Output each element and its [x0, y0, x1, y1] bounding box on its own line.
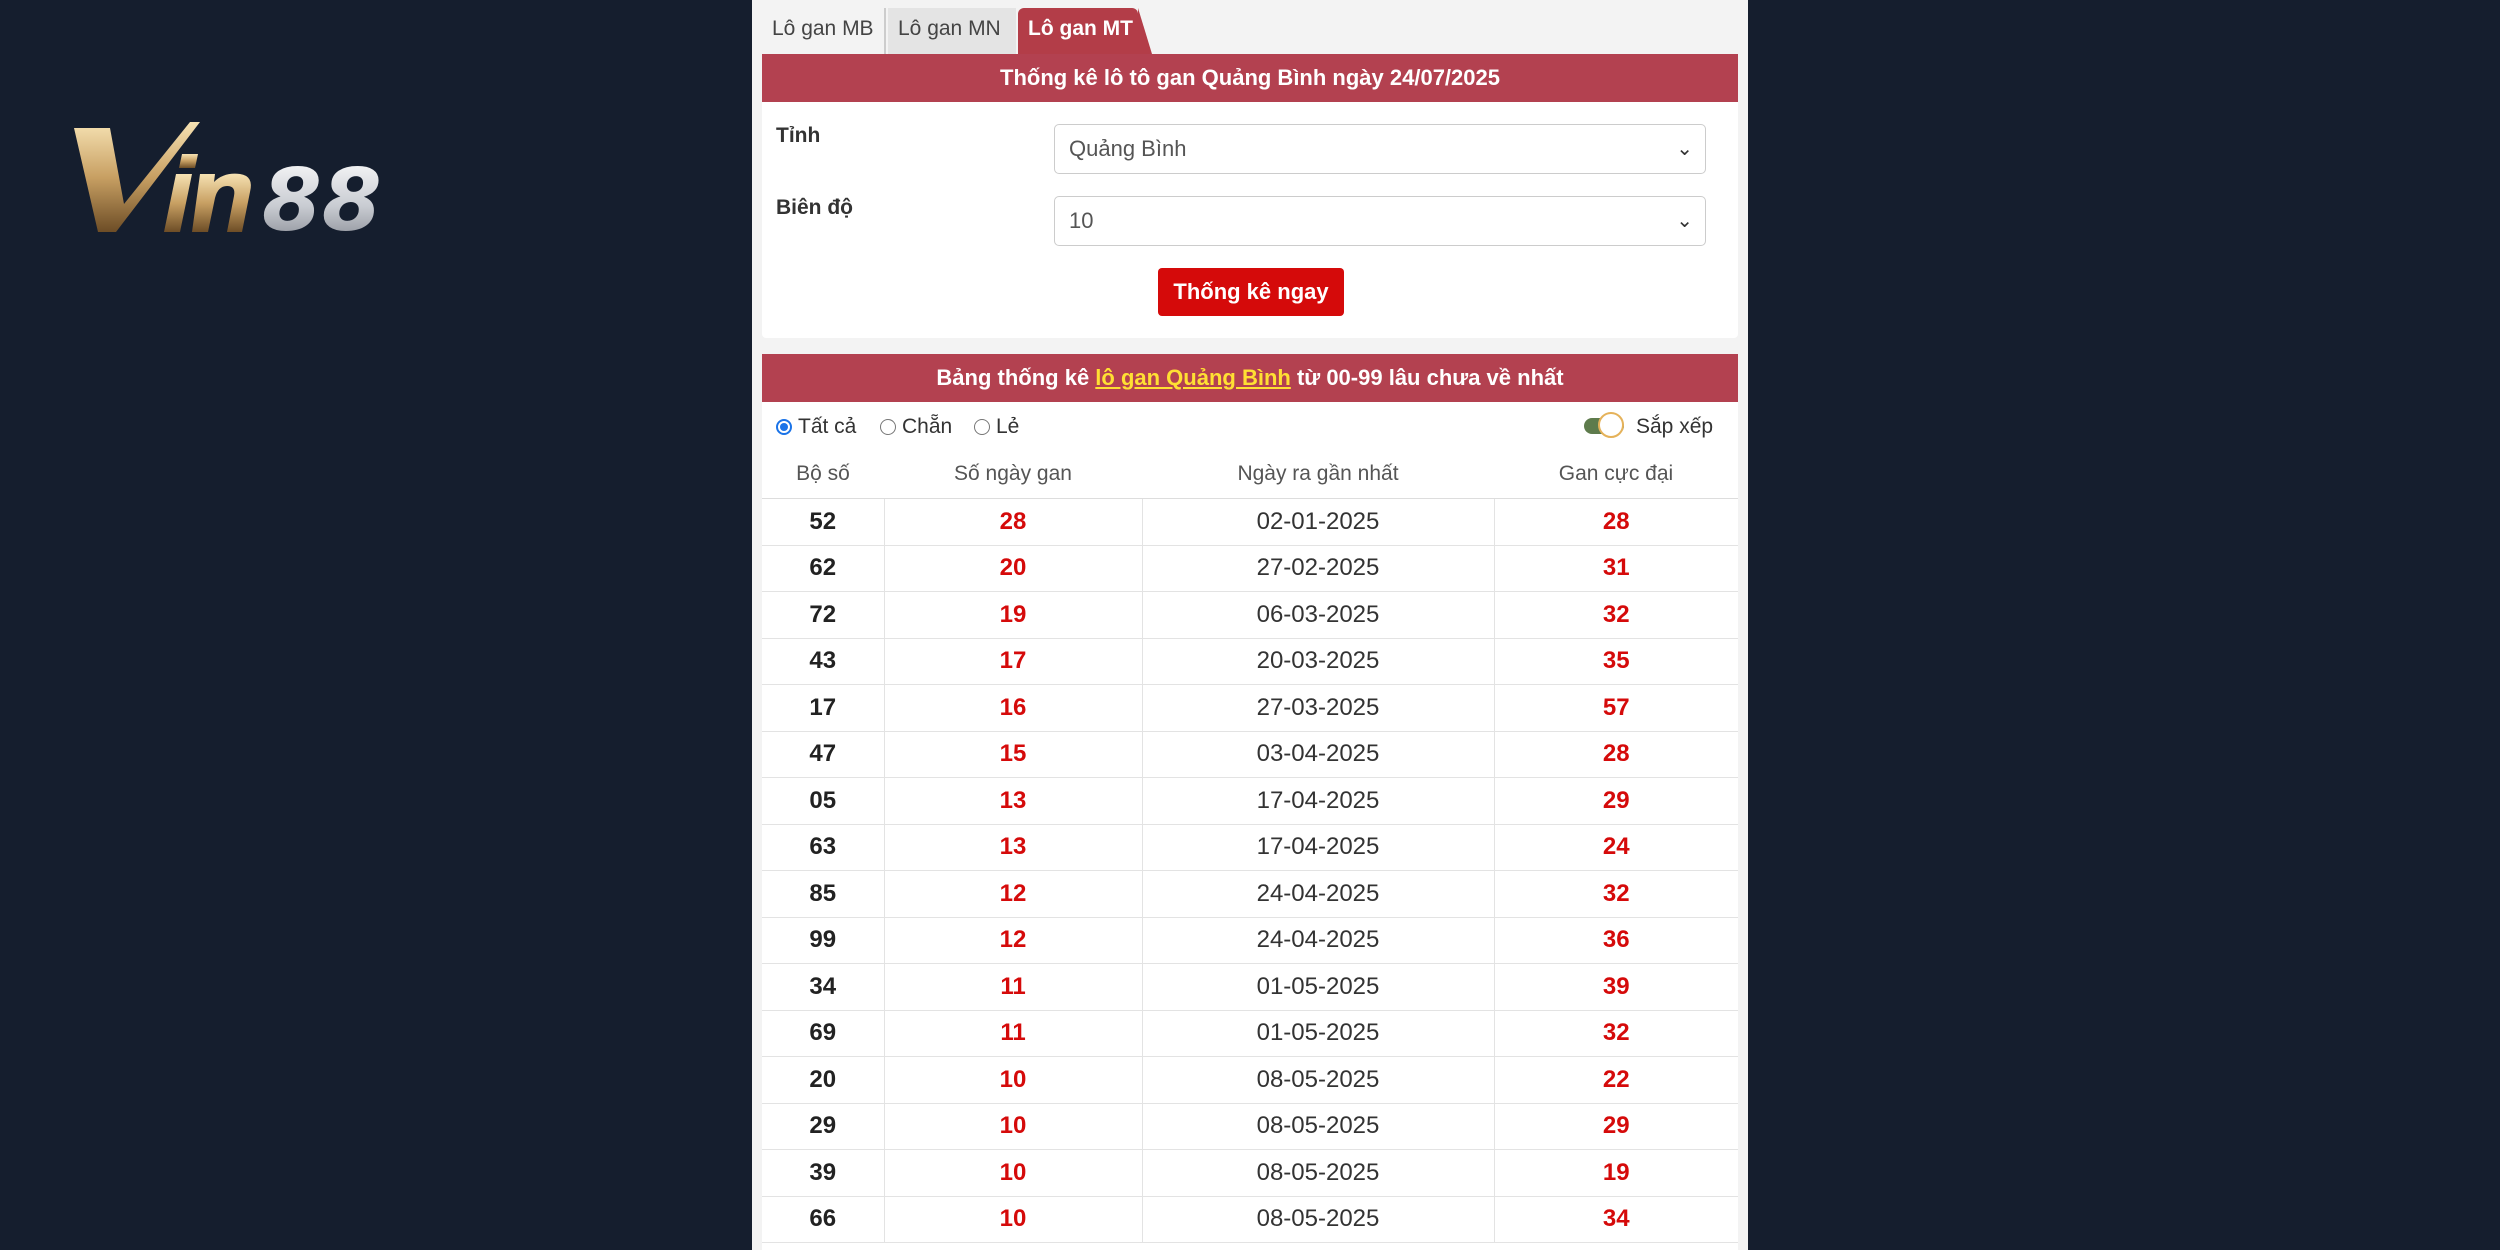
cell-last-date: 08-05-2025 — [1142, 1103, 1494, 1150]
table-header-row — [762, 450, 1738, 499]
filter-bar — [762, 402, 1738, 450]
range-select-value: 10 — [1069, 208, 1094, 233]
cell-number: 62 — [762, 545, 884, 592]
filter-radio-all[interactable] — [776, 414, 856, 440]
results-title-suffix: từ 00-99 lâu chưa về nhất — [1290, 365, 1564, 390]
cell-max-gap: 39 — [1494, 964, 1738, 1011]
cell-days: 10 — [884, 1057, 1142, 1104]
results-card — [762, 354, 1738, 1250]
tab-lo-gan-mb[interactable]: Lô gan MB — [762, 8, 886, 54]
radio-checked-icon — [776, 419, 792, 435]
province-select-value: Quảng Bình — [1069, 136, 1187, 161]
cell-number: 52 — [762, 499, 884, 546]
cell-number: 85 — [762, 871, 884, 918]
cell-days: 13 — [884, 778, 1142, 825]
province-select[interactable] — [1054, 124, 1706, 174]
table-row — [762, 499, 1738, 546]
cell-max-gap: 32 — [1494, 871, 1738, 918]
cell-last-date: 02-01-2025 — [1142, 499, 1494, 546]
cell-days: 16 — [884, 685, 1142, 732]
filter-radio-even[interactable] — [880, 414, 952, 440]
cell-max-gap: 28 — [1494, 731, 1738, 778]
cell-last-date: 17-04-2025 — [1142, 778, 1494, 825]
table-row — [762, 638, 1738, 685]
table-row — [762, 964, 1738, 1011]
cell-max-gap: 36 — [1494, 917, 1738, 964]
cell-max-gap: 22 — [1494, 1057, 1738, 1104]
cell-last-date: 27-03-2025 — [1142, 685, 1494, 732]
col-header-max-gap: Gan cực đại — [1494, 450, 1738, 499]
radio-unchecked-icon — [974, 419, 990, 435]
range-select[interactable] — [1054, 196, 1706, 246]
cell-days: 12 — [884, 917, 1142, 964]
col-header-last-date: Ngày ra gần nhất — [1142, 450, 1494, 499]
vin88-logo-graphic — [72, 118, 452, 242]
table-row — [762, 592, 1738, 639]
cell-last-date: 01-05-2025 — [1142, 964, 1494, 1011]
cell-days: 10 — [884, 1196, 1142, 1243]
cell-max-gap: 28 — [1494, 499, 1738, 546]
sort-label: Sắp xếp — [1636, 415, 1714, 438]
cell-last-date: 01-05-2025 — [1142, 1010, 1494, 1057]
submit-button[interactable]: Thống kê ngay — [1158, 268, 1344, 316]
tab-lo-gan-mn[interactable]: Lô gan MN — [888, 8, 1016, 54]
logo-number: 88 — [262, 151, 382, 242]
cell-max-gap: 35 — [1494, 638, 1738, 685]
main-panel — [752, 0, 1748, 1250]
cell-number: 05 — [762, 778, 884, 825]
cell-days: 20 — [884, 545, 1142, 592]
cell-number: 72 — [762, 592, 884, 639]
vin88-logo — [72, 118, 452, 242]
province-row — [762, 124, 1738, 176]
cell-number: 17 — [762, 685, 884, 732]
cell-number: 66 — [762, 1196, 884, 1243]
range-label: Biên độ — [776, 196, 853, 219]
cell-days: 15 — [884, 731, 1142, 778]
table-row — [762, 1010, 1738, 1057]
cell-max-gap: 32 — [1494, 592, 1738, 639]
cell-max-gap: 34 — [1494, 1196, 1738, 1243]
table-row — [762, 1057, 1738, 1104]
filter-label-all: Tất cả — [798, 415, 857, 438]
table-row — [762, 1103, 1738, 1150]
cell-number: 43 — [762, 638, 884, 685]
cell-last-date: 08-05-2025 — [1142, 1150, 1494, 1197]
tab-bar — [762, 8, 1738, 54]
cell-number: 34 — [762, 964, 884, 1011]
filter-label-odd: Lẻ — [996, 415, 1020, 438]
chevron-down-icon: ⌄ — [1676, 210, 1693, 232]
toggle-knob — [1598, 412, 1624, 438]
col-header-number: Bộ số — [762, 450, 884, 499]
filter-label-even: Chẵn — [902, 415, 953, 438]
cell-last-date: 08-05-2025 — [1142, 1057, 1494, 1104]
cell-number: 63 — [762, 824, 884, 871]
cell-last-date: 24-04-2025 — [1142, 871, 1494, 918]
table-body — [762, 499, 1738, 1243]
cell-last-date: 03-04-2025 — [1142, 731, 1494, 778]
filter-form-card — [762, 54, 1738, 338]
range-row — [762, 196, 1738, 248]
cell-days: 11 — [884, 1010, 1142, 1057]
cell-max-gap: 24 — [1494, 824, 1738, 871]
form-title: Thống kê lô tô gan Quảng Bình ngày 24/07/2025 — [762, 54, 1738, 102]
col-header-days: Số ngày gan — [884, 450, 1142, 499]
province-label: Tỉnh — [776, 124, 821, 147]
results-title-prefix: Bảng thống kê — [936, 365, 1096, 390]
filter-radio-odd[interactable] — [974, 414, 1019, 440]
cell-number: 39 — [762, 1150, 884, 1197]
cell-max-gap: 19 — [1494, 1150, 1738, 1197]
cell-max-gap: 29 — [1494, 1103, 1738, 1150]
cell-last-date: 08-05-2025 — [1142, 1196, 1494, 1243]
cell-max-gap: 31 — [1494, 545, 1738, 592]
table-row — [762, 871, 1738, 918]
cell-days: 12 — [884, 871, 1142, 918]
cell-number: 99 — [762, 917, 884, 964]
cell-days: 10 — [884, 1103, 1142, 1150]
table-row — [762, 685, 1738, 732]
cell-last-date: 06-03-2025 — [1142, 592, 1494, 639]
results-table — [762, 450, 1738, 1243]
cell-days: 28 — [884, 499, 1142, 546]
results-title-link[interactable]: lô gan Quảng Bình — [1095, 365, 1291, 390]
table-row — [762, 778, 1738, 825]
tab-lo-gan-mt[interactable]: Lô gan MT — [1018, 8, 1138, 54]
cell-days: 11 — [884, 964, 1142, 1011]
cell-number: 47 — [762, 731, 884, 778]
results-title — [762, 354, 1738, 402]
cell-last-date: 17-04-2025 — [1142, 824, 1494, 871]
cell-last-date: 24-04-2025 — [1142, 917, 1494, 964]
cell-days: 10 — [884, 1150, 1142, 1197]
cell-number: 20 — [762, 1057, 884, 1104]
sort-toggle[interactable] — [1584, 412, 1628, 438]
table-row — [762, 1196, 1738, 1243]
cell-days: 13 — [884, 824, 1142, 871]
chevron-down-icon: ⌄ — [1676, 138, 1693, 160]
cell-max-gap: 57 — [1494, 685, 1738, 732]
radio-unchecked-icon — [880, 419, 896, 435]
cell-last-date: 27-02-2025 — [1142, 545, 1494, 592]
table-row — [762, 824, 1738, 871]
cell-number: 29 — [762, 1103, 884, 1150]
cell-last-date: 20-03-2025 — [1142, 638, 1494, 685]
cell-days: 17 — [884, 638, 1142, 685]
table-row — [762, 1150, 1738, 1197]
cell-days: 19 — [884, 592, 1142, 639]
cell-max-gap: 29 — [1494, 778, 1738, 825]
table-row — [762, 917, 1738, 964]
cell-number: 69 — [762, 1010, 884, 1057]
table-row — [762, 731, 1738, 778]
cell-max-gap: 32 — [1494, 1010, 1738, 1057]
table-row — [762, 545, 1738, 592]
